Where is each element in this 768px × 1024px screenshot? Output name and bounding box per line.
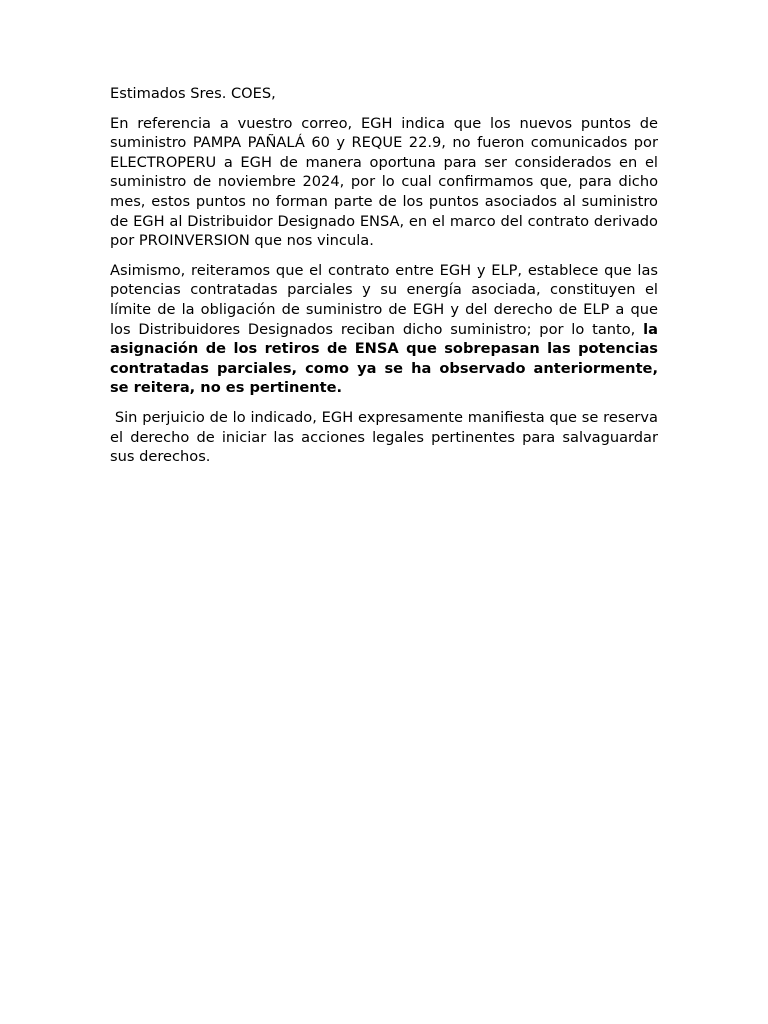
letter-paragraph-2-text: Asimismo, reiteramos que el contrato entre EGH y ELP, establece que las potencias contratadas parciales y su energía asociada, constituyen el límite de la obligación de suministro de EGH y del derecho de ELP a que los Distribuidores Designados reciban dicho suministro; por lo tanto, bbox=[110, 261, 658, 338]
letter-body bbox=[110, 84, 663, 477]
letter-greeting: Estimados Sres. COES, bbox=[110, 85, 276, 102]
letter-paragraph-2 bbox=[110, 261, 658, 398]
letter-paragraph-2-emphasis: la asignación de los retiros de ENSA que sobrepasan las potencias contratadas parciales, como ya se ha observado anteriormente, se reitera, no es pertinente. bbox=[110, 320, 658, 397]
letter-paragraph-3: Sin perjuicio de lo indicado, EGH expresamente manifiesta que se reserva el derecho de iniciar las acciones legales pertinentes para salvaguardar sus derechos. bbox=[110, 408, 663, 466]
letter-paragraph-1: En referencia a vuestro correo, EGH indica que los nuevos puntos de suministro PAMPA PAÑALÁ 60 y REQUE 22.9, no fueron comunicados por ELECTROPERU a EGH de manera oportuna para ser considerados en el suministro de noviembre 2024, por lo cual confirmamos que, para dicho mes, estos puntos no forman parte de los puntos asociados al suministro de EGH al Distribuidor Designado ENSA, en el marco del contrato derivado por PROINVERSION que nos vincula. bbox=[110, 114, 658, 250]
